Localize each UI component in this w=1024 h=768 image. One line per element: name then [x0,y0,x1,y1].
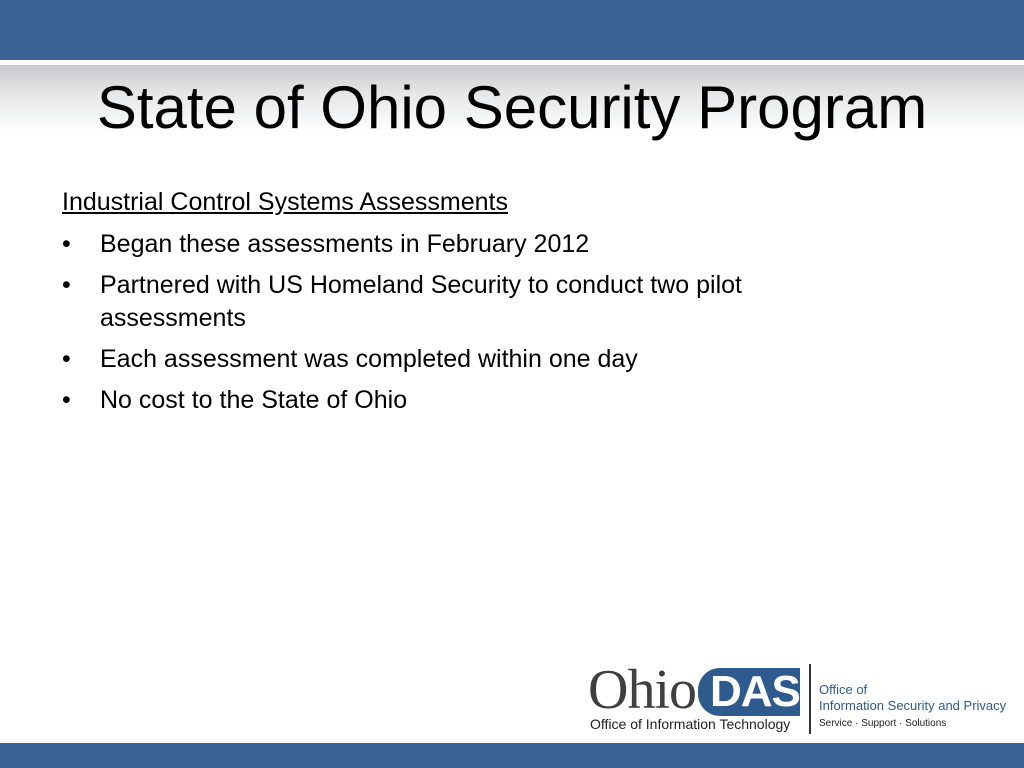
bullet-item [62,269,862,335]
bottom-banner-bar [0,743,1024,768]
bullet-icon: • [62,386,71,414]
slide-title: State of Ohio Security Program [96,74,928,141]
section-heading: Industrial Control Systems Assessments [62,188,508,216]
logo-tagline: Service · Support · Solutions [819,718,947,729]
bullet-text: No cost to the State of Ohio [100,386,408,414]
bullet-icon: • [62,271,71,299]
bullet-text: Began these assessments in February 2012 [100,230,590,258]
bullet-icon: • [62,345,71,373]
logo-divider [809,664,811,734]
bullet-item [62,343,862,376]
logo-office-name: Information Security and Privacy [819,698,1007,713]
slide-content [62,186,862,425]
top-banner-bar [0,0,1024,60]
logo-ohio-wordmark: Ohio [588,659,696,721]
bullet-icon: • [62,230,71,258]
bullet-text: Each assessment was completed within one day [100,345,638,373]
bullet-item [62,228,862,261]
ohio-das-logo [586,660,1024,740]
logo-oit-label: Office of Information Technology [590,716,791,732]
bullet-item [62,384,862,417]
bullet-list [62,228,862,417]
logo-das-wordmark: DAS [710,667,800,716]
bullet-text: Partnered with US Homeland Security to conduct two pilot assessments [100,271,742,332]
logo-office-of: Office of [819,682,868,697]
